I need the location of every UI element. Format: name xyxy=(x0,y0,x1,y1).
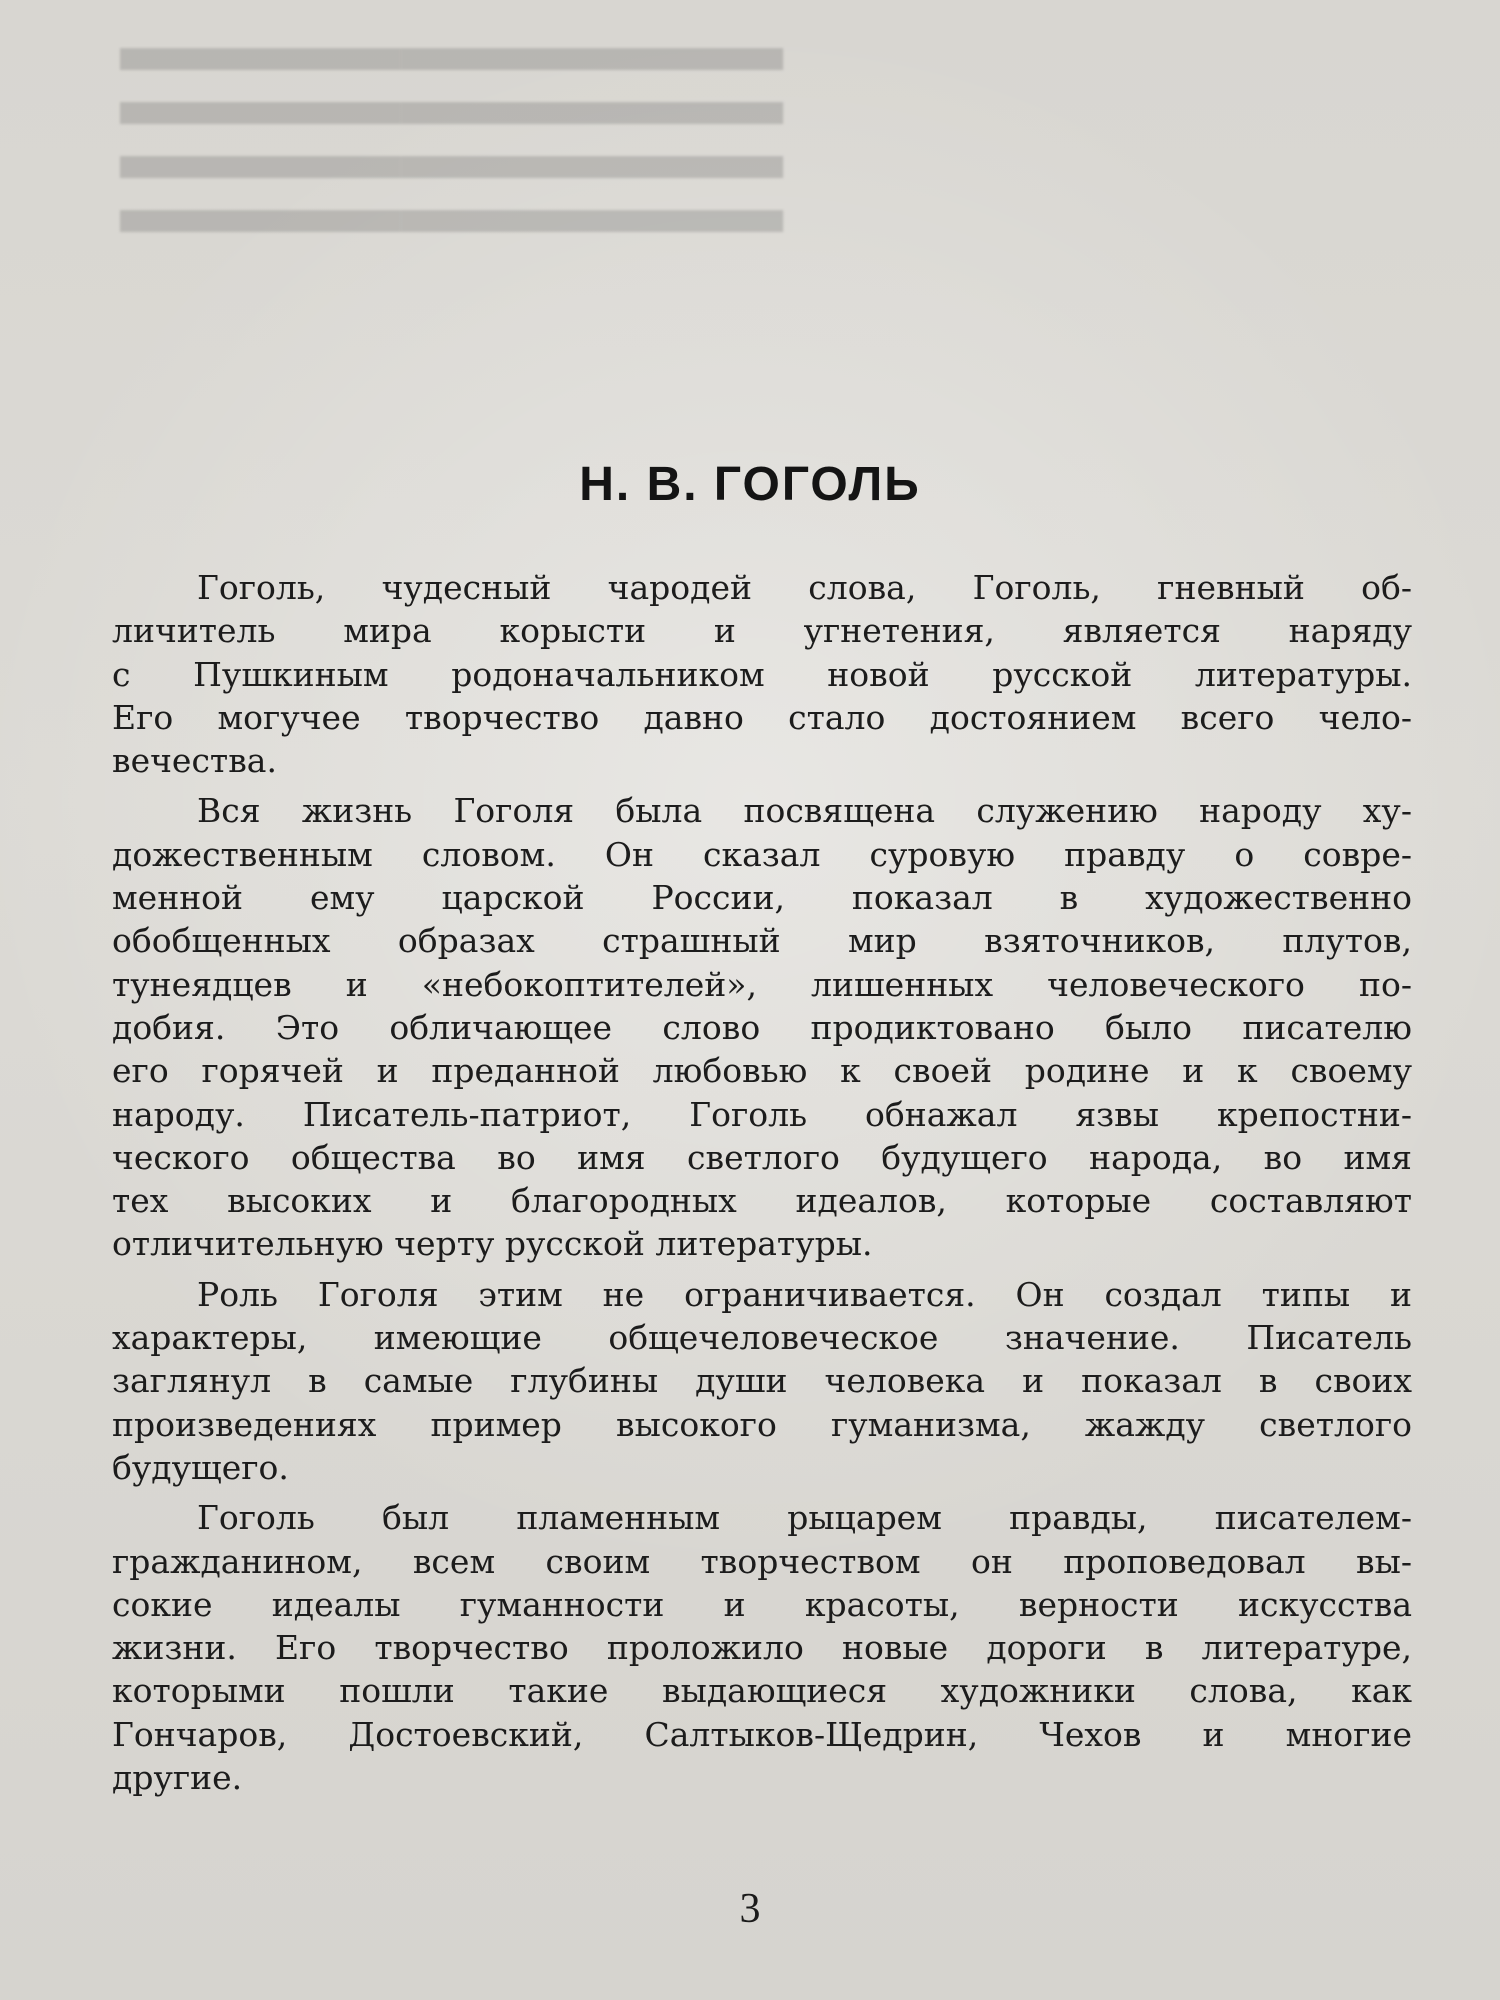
text-line: заглянул в самые глубины души человека и показал в своих xyxy=(112,1361,1412,1401)
text-line: тунеядцев и «небокоптителей», лишенных человеческого по- xyxy=(112,964,1412,1004)
text-line: Его могучее творчество давно стало достоянием всего чело- xyxy=(112,697,1412,737)
text-line: вечества. xyxy=(112,741,277,781)
text-line: менной ему царской России, показал в художественно xyxy=(112,878,1412,918)
show-through-texture: ▄▄▄▄▄▄▄▄▄▄▄▄▄▄▄▄▄▄▄▄▄▄▄▄▄▄ ▄▄▄▄▄▄▄▄▄▄▄▄▄▄▄▄▄▄▄▄▄▄▄▄▄▄ ▄▄▄▄▄▄▄▄▄▄▄▄▄▄▄▄▄▄▄▄▄▄▄▄▄▄ ▄▄▄▄▄▄▄▄▄▄▄▄▄▄▄▄▄▄▄▄▄▄▄▄▄▄ xyxy=(120,27,784,229)
text-line: характеры, имеющие общечеловеческое значение. Писатель xyxy=(112,1318,1412,1358)
text-line: будущего. xyxy=(112,1447,289,1487)
paragraph-2 xyxy=(112,789,1412,1265)
text-line: которыми пошли такие выдающиеся художники слова, как xyxy=(112,1671,1412,1711)
paragraph-1 xyxy=(112,566,1412,782)
chapter-body xyxy=(112,566,1412,1806)
text-line: Гоголь, чудесный чародей слова, Гоголь, гневный об- xyxy=(197,568,1412,607)
text-line: Вся жизнь Гоголя была посвящена служению народу ху- xyxy=(197,791,1412,831)
paragraph-4 xyxy=(112,1496,1412,1799)
text-line: жизни. Его творчество проложило новые дороги в литературе, xyxy=(112,1628,1412,1668)
text-line: его горячей и преданной любовью к своей родине и к своему xyxy=(112,1051,1412,1091)
text-line: личитель мира корысти и угнетения, является наряду xyxy=(112,611,1412,651)
text-line: произведениях пример высокого гуманизма, жажду светлого xyxy=(112,1404,1412,1444)
text-line: добия. Это обличающее слово продиктовано было писателю xyxy=(112,1007,1412,1047)
page-number: 3 xyxy=(739,1886,761,1932)
text-line: отличительную черту русской литературы. xyxy=(112,1224,873,1264)
text-line: другие. xyxy=(112,1758,243,1798)
text-line: с Пушкиным родоначальником новой русской литературы. xyxy=(112,654,1412,694)
chapter-title: Н. В. ГОГОЛЬ xyxy=(579,458,921,512)
text-line: Роль Гоголя этим не ограничивается. Он создал типы и xyxy=(197,1274,1412,1314)
text-line: ческого общества во имя светлого будущего народа, во имя xyxy=(112,1137,1412,1177)
text-line: дожественным словом. Он сказал суровую правду о совре- xyxy=(112,834,1412,874)
text-line: тех высоких и благородных идеалов, которые составляют xyxy=(112,1181,1412,1221)
paragraph-3 xyxy=(112,1273,1412,1489)
text-line: Гоголь был пламенным рыцарем правды, писателем- xyxy=(197,1498,1412,1538)
text-line: гражданином, всем своим творчеством он проповедовал вы- xyxy=(112,1541,1412,1581)
text-line: Гончаров, Достоевский, Салтыков-Щедрин, Чехов и многие xyxy=(112,1714,1412,1754)
text-line: сокие идеалы гуманности и красоты, верности искусства xyxy=(112,1584,1412,1624)
text-line: народу. Писатель-патриот, Гоголь обнажал язвы крепостни- xyxy=(112,1094,1412,1134)
text-line: обобщенных образах страшный мир взяточников, плутов, xyxy=(112,921,1412,961)
